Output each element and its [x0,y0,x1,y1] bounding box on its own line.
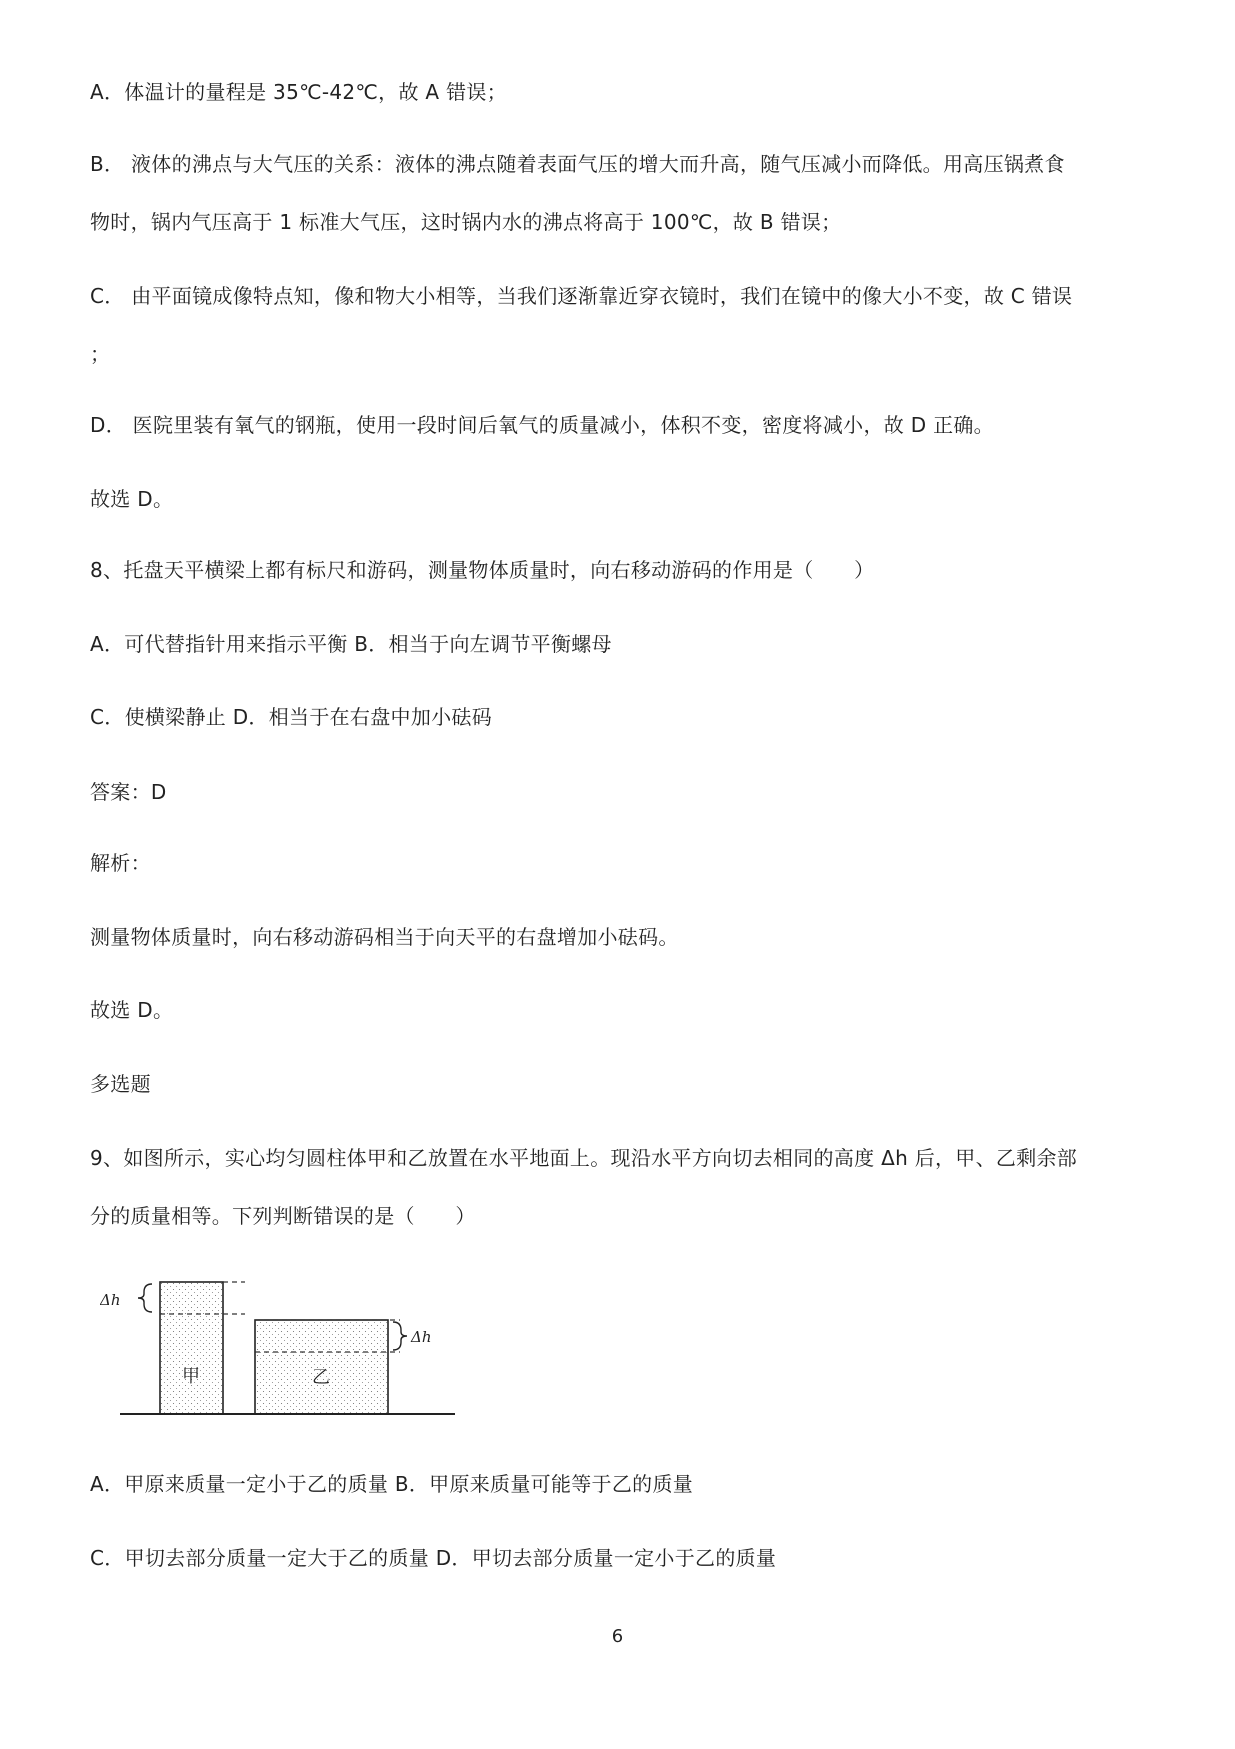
left-brace [138,1284,152,1312]
option-d-text: D． 医院里装有氧气的钢瓶，使用一段时间后氧气的质量减小，体积不变，密度将减小，故 D 正确。 [90,413,994,437]
conclusion-text: 故选 D。 [90,487,174,511]
question-9-options-ab: A．甲原来质量一定小于乙的质量 B．甲原来质量可能等于乙的质量 [90,1472,694,1496]
question-9-stem-line1: 9、如图所示，实心均匀圆柱体甲和乙放置在水平地面上。现沿水平方向切去相同的高度 Δh 后，甲、乙剩余部 [90,1146,1078,1170]
section-heading: 多选题 [90,1072,151,1096]
right-brace [393,1322,407,1350]
option-c-text-line1: C． 由平面镜成像特点知，像和物大小相等，当我们逐渐靠近穿衣镜时，我们在镜中的像大小不变，故 C 错误 [90,284,1073,308]
cylinders-figure [100,1270,470,1430]
analysis-heading: 解析： [90,851,151,875]
question-8-options-cd: C．使横梁静止 D．相当于在右盘中加小砝码 [90,705,493,729]
answer-text: 答案：D [90,780,167,804]
option-b-text-line1: B． 液体的沸点与大气压的关系：液体的沸点随着表面气压的增大而升高，随气压减小而降低。用高压锅煮食 [90,152,1065,176]
option-b-text-line2: 物时，锅内气压高于 1 标准大气压，这时锅内水的沸点将高于 100℃，故 B 错误； [90,210,842,234]
question-8-options-ab: A．可代替指针用来指示平衡 B．相当于向左调节平衡螺母 [90,632,612,656]
question-8-stem: 8、托盘天平横梁上都有标尺和游码，测量物体质量时，向右移动游码的作用是（ ） [90,558,875,582]
cylinder-yi-label: 乙 [312,1367,330,1388]
question-9-options-cd: C．甲切去部分质量一定大于乙的质量 D．甲切去部分质量一定小于乙的质量 [90,1546,777,1570]
analysis-text: 测量物体质量时，向右移动游码相当于向天平的右盘增加小砝码。 [90,925,679,949]
page-number: 6 [611,1626,624,1647]
cylinder-jia [160,1282,223,1414]
question-9-stem-line2: 分的质量相等。下列判断错误的是（ ） [90,1204,476,1228]
option-a-text: A．体温计的量程是 35℃-42℃，故 A 错误； [90,80,507,104]
left-delta-h-label: Δh [100,1291,121,1309]
cylinder-jia-label: 甲 [182,1366,200,1387]
right-delta-h-label: Δh [411,1328,432,1346]
option-c-text-line2: ； [90,342,111,366]
conclusion-text: 故选 D。 [90,998,174,1022]
